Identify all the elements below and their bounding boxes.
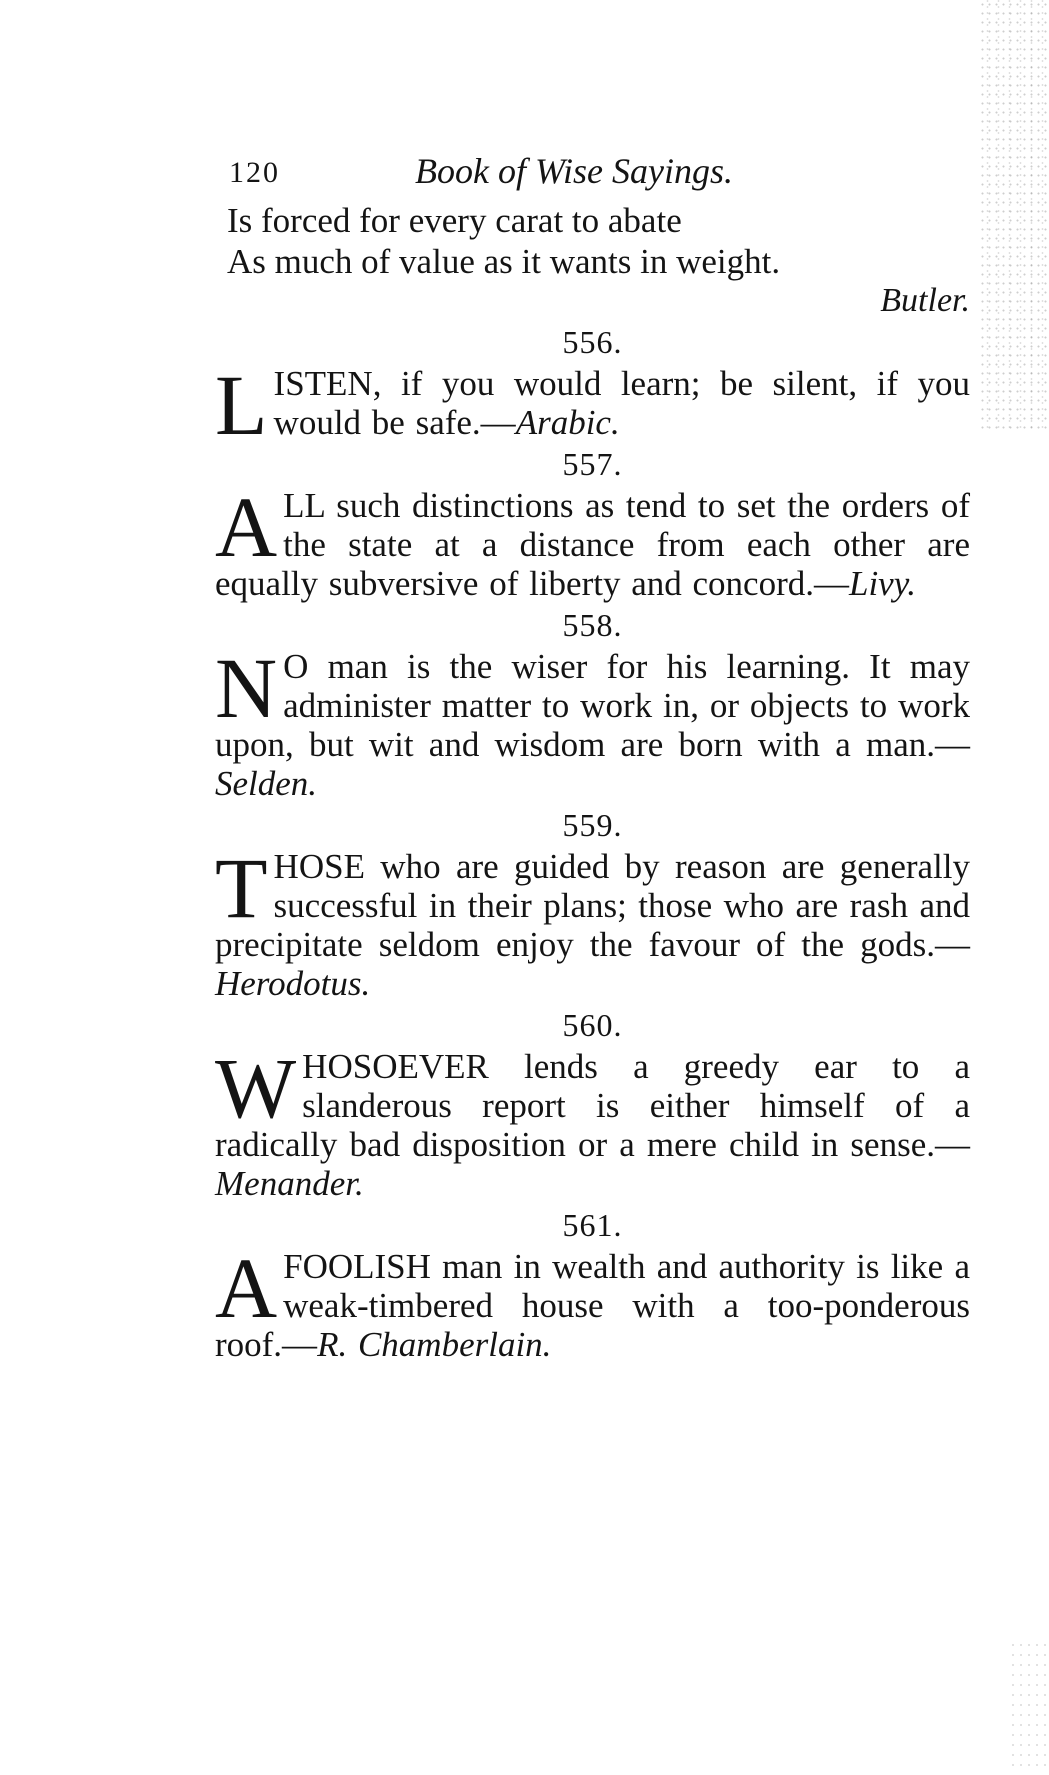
saying-body: O man is the wiser for his learning. It may administer matter to work in, or objects to work upon, but wit and wisdom are born with a man.—	[215, 647, 970, 764]
saying-number: 561.	[562, 1207, 623, 1243]
saying-559	[215, 807, 970, 1003]
saying-author: Livy.	[848, 564, 917, 603]
saying-text	[215, 357, 970, 453]
saying-number: 556.	[562, 324, 623, 360]
drop-cap: T	[215, 840, 268, 936]
verse-line: As much of value as it wants in weight.	[227, 242, 781, 281]
saying-body: FOOLISH man in wealth and authority is like a weak-timbered house with a too-ponderous roof.—	[215, 1247, 970, 1364]
drop-cap: A	[215, 479, 278, 575]
saying-558	[215, 607, 970, 803]
drop-cap: W	[215, 1040, 297, 1136]
saying-author: Arabic.	[515, 403, 620, 442]
saying-text	[215, 1040, 970, 1203]
saying-body: HOSE who are guided by reason are generally successful in their plans; those who are rash and precipitate seldom enjoy the favour of the gods.—	[215, 847, 970, 964]
saying-text	[215, 1240, 970, 1364]
saying-text	[215, 840, 970, 1003]
drop-cap: N	[215, 640, 278, 736]
verse-author: Butler.	[880, 282, 970, 319]
saying-557	[215, 446, 970, 603]
saying-556	[215, 324, 970, 453]
saying-author: R. Chamberlain.	[317, 1325, 552, 1364]
saying-number: 558.	[562, 607, 623, 643]
saying-560	[215, 1007, 970, 1203]
saying-author: Selden.	[215, 764, 318, 803]
saying-body: HOSOEVER lends a greedy ear to a slanderous report is either himself of a radically bad disposition or a mere child in sense.—	[215, 1047, 970, 1164]
drop-cap: L	[215, 357, 268, 453]
continued-verse	[215, 200, 970, 320]
book-title: Book of Wise Sayings.	[415, 151, 733, 191]
saying-561	[215, 1207, 970, 1364]
verse-line: Is forced for every carat to abate	[227, 201, 682, 240]
saying-author: Menander.	[215, 1164, 364, 1203]
running-head	[215, 150, 970, 200]
text-column	[215, 150, 970, 1366]
scan-speckle-top	[979, 0, 1049, 430]
scan-speckle-bottom	[1009, 1640, 1049, 1770]
saying-number: 557.	[562, 446, 623, 482]
saying-number: 560.	[562, 1007, 623, 1043]
page-number: 120	[229, 156, 280, 189]
saying-body: LL such distinctions as tend to set the orders of the state at a distance from each other are equally subversive of liberty and concord.—	[215, 486, 970, 603]
saying-text	[215, 640, 970, 803]
saying-author: Herodotus.	[215, 964, 371, 1003]
drop-cap: A	[215, 1240, 278, 1336]
saying-body: ISTEN, if you would learn; be silent, if you would be safe.—	[273, 364, 970, 442]
saying-number: 559.	[562, 807, 623, 843]
saying-text	[215, 479, 970, 603]
